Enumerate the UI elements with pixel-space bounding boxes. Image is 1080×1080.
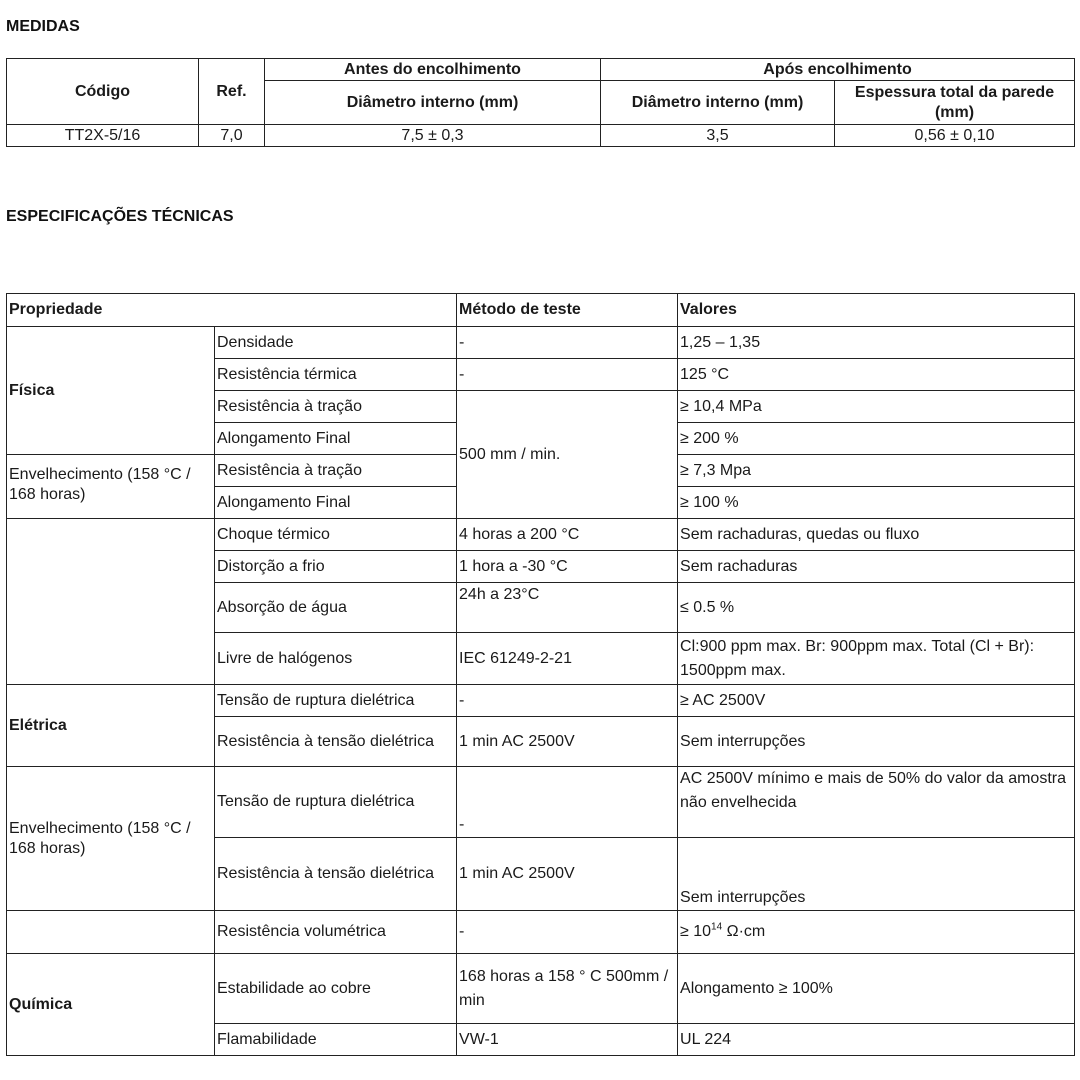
prop-cell: Alongamento Final — [215, 423, 457, 455]
header-diam-antes: Diâmetro interno (mm) — [265, 81, 601, 125]
group-blank — [7, 911, 215, 954]
prop-cell: Resistência à tensão dielétrica — [215, 838, 457, 911]
prop-cell: Livre de halógenos — [215, 633, 457, 685]
table-row — [7, 685, 1075, 717]
prop-cell: Absorção de água — [215, 583, 457, 633]
value-cell: Sem interrupções — [678, 717, 1075, 767]
prop-cell: Resistência térmica — [215, 359, 457, 391]
header-apos: Após encolhimento — [601, 59, 1075, 81]
header-ref: Ref. — [199, 59, 265, 125]
exponent: 14 — [711, 921, 723, 933]
prop-cell: Estabilidade ao cobre — [215, 954, 457, 1024]
group-blank — [7, 519, 215, 685]
header-diam-apos: Diâmetro interno (mm) — [601, 81, 835, 125]
table-row — [7, 125, 1075, 147]
method-cell: - — [457, 327, 678, 359]
method-cell: 1 hora a -30 °C — [457, 551, 678, 583]
value-cell: 1,25 – 1,35 — [678, 327, 1075, 359]
group-quimica: Química — [7, 954, 215, 1056]
prop-cell: Flamabilidade — [215, 1024, 457, 1056]
group-eletrica: Elétrica — [7, 685, 215, 767]
method-cell: IEC 61249-2-21 — [457, 633, 678, 685]
header-metodo: Método de teste — [457, 294, 678, 327]
value-cell: ≥ 7,3 Mpa — [678, 455, 1075, 487]
group-envelhecimento: Envelhecimento (158 °C / 168 horas) — [7, 455, 215, 519]
value-cell: ≤ 0.5 % — [678, 583, 1075, 633]
prop-cell: Alongamento Final — [215, 487, 457, 519]
header-antes: Antes do encolhimento — [265, 59, 601, 81]
table-row — [7, 767, 1075, 838]
cell-diam-apos: 3,5 — [601, 125, 835, 147]
cell-espessura: 0,56 ± 0,10 — [835, 125, 1075, 147]
prop-cell: Resistência volumétrica — [215, 911, 457, 954]
method-cell: 1 min AC 2500V — [457, 717, 678, 767]
header-valores: Valores — [678, 294, 1075, 327]
method-cell: - — [457, 911, 678, 954]
value-cell: Sem interrupções — [678, 838, 1075, 911]
value-cell: ≥ AC 2500V — [678, 685, 1075, 717]
group-fisica: Física — [7, 327, 215, 455]
prop-cell: Tensão de ruptura dielétrica — [215, 767, 457, 838]
method-cell: VW-1 — [457, 1024, 678, 1056]
value-cell: Alongamento ≥ 100% — [678, 954, 1075, 1024]
cell-ref: 7,0 — [199, 125, 265, 147]
value-cell: UL 224 — [678, 1024, 1075, 1056]
cell-diam-antes: 7,5 ± 0,3 — [265, 125, 601, 147]
specs-title: ESPECIFICAÇÕES TÉCNICAS — [6, 208, 234, 225]
group-envelhecimento: Envelhecimento (158 °C / 168 horas) — [7, 767, 215, 911]
table-row — [7, 954, 1075, 1024]
prop-cell: Tensão de ruptura dielétrica — [215, 685, 457, 717]
method-cell: 4 horas a 200 °C — [457, 519, 678, 551]
method-cell: 24h a 23°C — [457, 583, 678, 633]
method-cell: - — [457, 685, 678, 717]
method-cell: - — [457, 359, 678, 391]
value-unit: Ω·cm — [722, 923, 766, 940]
header-propriedade: Propriedade — [7, 294, 457, 327]
value-cell: Cl:900 ppm max. Br: 900ppm max. Total (Cl + Br): 1500ppm max. — [678, 633, 1075, 685]
value-cell: ≥ 200 % — [678, 423, 1075, 455]
specs-table — [6, 293, 1075, 1056]
prop-cell: Choque térmico — [215, 519, 457, 551]
value-cell: ≥ 10,4 MPa — [678, 391, 1075, 423]
value-cell: Sem rachaduras, quedas ou fluxo — [678, 519, 1075, 551]
table-row — [7, 911, 1075, 954]
table-row — [7, 519, 1075, 551]
header-codigo: Código — [7, 59, 199, 125]
method-cell: - — [457, 767, 678, 838]
header-espessura: Espessura total da parede (mm) — [835, 81, 1075, 125]
method-cell: 168 horas a 158 ° C 500mm / min — [457, 954, 678, 1024]
prop-cell: Resistência à tração — [215, 391, 457, 423]
value-cell: ≥ 100 % — [678, 487, 1075, 519]
method-cell: 1 min AC 2500V — [457, 838, 678, 911]
medidas-table — [6, 58, 1075, 147]
prop-cell: Resistência à tração — [215, 455, 457, 487]
cell-codigo: TT2X-5/16 — [7, 125, 199, 147]
value-cell — [678, 911, 1075, 954]
value-cell: 125 °C — [678, 359, 1075, 391]
value-cell: Sem rachaduras — [678, 551, 1075, 583]
prop-cell: Distorção a frio — [215, 551, 457, 583]
value-text: ≥ 10 — [680, 923, 712, 940]
table-row — [7, 327, 1075, 359]
prop-cell: Resistência à tensão dielétrica — [215, 717, 457, 767]
method-cell: 500 mm / min. — [457, 391, 678, 519]
medidas-title: MEDIDAS — [6, 18, 80, 35]
value-cell: AC 2500V mínimo e mais de 50% do valor da amostra não envelhecida — [678, 767, 1075, 838]
prop-cell: Densidade — [215, 327, 457, 359]
